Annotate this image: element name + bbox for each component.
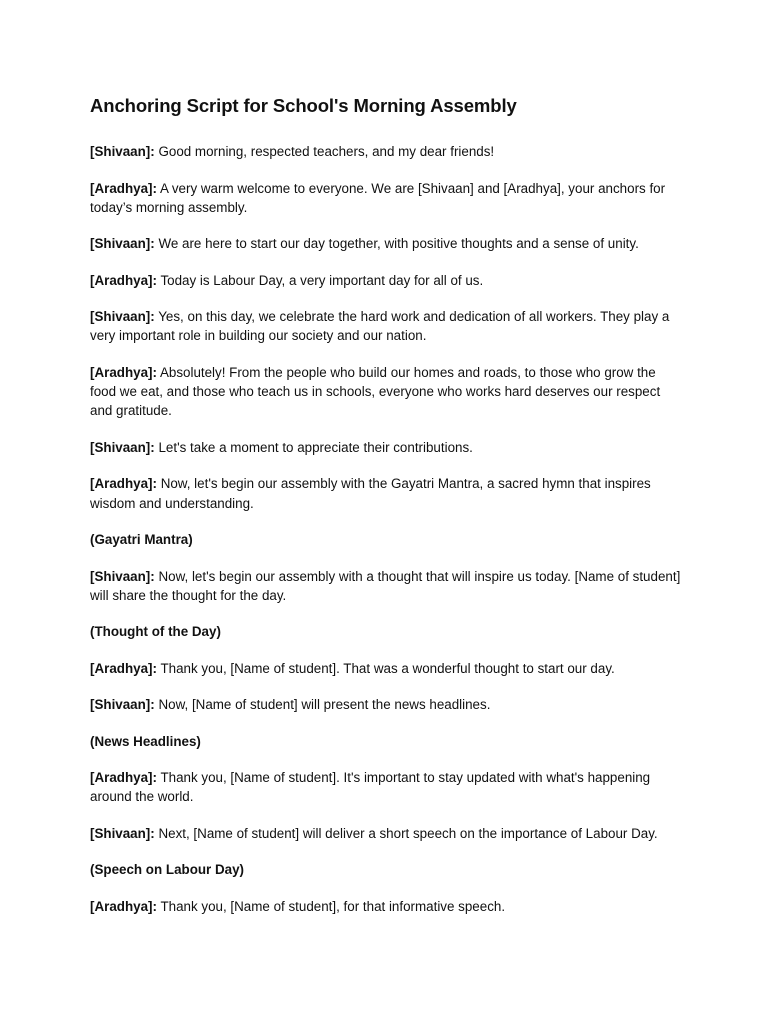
dialogue-text: Absolutely! From the people who build our homes and roads, to those who grow the food we eat, and those who teach us in schools, everyone who works hard deserves our respect and gratitude. — [90, 364, 661, 419]
dialogue-text: Good morning, respected teachers, and my dear friends! — [154, 144, 495, 159]
dialogue-line — [90, 142, 685, 161]
dialogue-text: Now, let's begin our assembly with a thought that will inspire us today. [Name of student] will share the thought for the day. — [90, 568, 681, 603]
speaker-label: [Shivaan]: — [90, 309, 155, 325]
document-page — [90, 94, 685, 933]
dialogue-line — [90, 695, 685, 714]
stage-direction — [90, 860, 685, 879]
dialogue-text: Yes, on this day, we celebrate the hard work and dedication of all workers. They play a very important role in building our society and our nation. — [90, 309, 670, 344]
dialogue-line — [90, 179, 685, 217]
speaker-label: [Shivaan]: — [90, 568, 155, 584]
dialogue-text: Next, [Name of student] will deliver a short speech on the importance of Labour Day. — [154, 825, 658, 841]
dialogue-text: Thank you, [Name of student], for that informative speech. — [156, 898, 506, 914]
stage-direction — [90, 622, 685, 641]
stage-direction — [90, 530, 685, 549]
speaker-label: [Aradhya]: — [90, 660, 157, 676]
stage-direction — [90, 732, 685, 751]
dialogue-text: Thank you, [Name of student]. It's important to stay updated with what's happening around the world. — [90, 770, 651, 805]
dialogue-line — [90, 307, 685, 345]
dialogue-text: Now, [Name of student] will present the news headlines. — [154, 697, 491, 713]
stage-direction-text: (Thought of the Day) — [90, 624, 221, 640]
speaker-label: [Shivaan]: — [90, 236, 155, 252]
dialogue-text: Today is Labour Day, a very important day for all of us. — [156, 272, 484, 288]
dialogue-line — [90, 474, 685, 512]
dialogue-text: We are here to start our day together, with positive thoughts and a sense of unity. — [154, 236, 639, 252]
dialogue-text: Now, let's begin our assembly with the Gayatri Mantra, a sacred hymn that inspires wisdom and understanding. — [90, 476, 651, 511]
speaker-label: [Aradhya]: — [90, 272, 157, 288]
dialogue-line — [90, 897, 685, 916]
dialogue-text: A very warm welcome to everyone. We are [Shivaan] and [Aradhya], your anchors for today’s morning assembly. — [90, 180, 666, 215]
dialogue-text: Let's take a moment to appreciate their contributions. — [154, 439, 473, 455]
dialogue-line — [90, 363, 685, 421]
speaker-label: [Aradhya]: — [90, 898, 157, 914]
speaker-label: [Shivaan]: — [90, 697, 155, 713]
dialogue-line — [90, 768, 685, 806]
stage-direction-text: (Speech on Labour Day) — [90, 862, 245, 878]
speaker-label: [Aradhya]: — [90, 770, 157, 786]
dialogue-text: Thank you, [Name of student]. That was a wonderful thought to start our day. — [156, 660, 615, 676]
dialogue-line — [90, 271, 685, 290]
dialogue-line — [90, 567, 685, 605]
dialogue-line — [90, 824, 685, 843]
dialogue-line — [90, 438, 685, 457]
dialogue-line — [90, 234, 685, 253]
script-body — [90, 142, 685, 916]
speaker-label: [Shivaan]: — [90, 825, 155, 841]
stage-direction-text: (News Headlines) — [90, 733, 201, 749]
speaker-label: [Aradhya]: — [90, 180, 157, 196]
stage-direction-text: (Gayatri Mantra) — [90, 532, 193, 548]
speaker-label: [Shivaan]: — [90, 439, 155, 455]
speaker-label: [Aradhya]: — [90, 364, 157, 380]
document-title: Anchoring Script for School's Morning Assembly — [90, 95, 517, 116]
speaker-label: [Aradhya]: — [90, 476, 157, 492]
dialogue-line — [90, 659, 685, 678]
speaker-label: [Shivaan]: — [90, 144, 155, 159]
